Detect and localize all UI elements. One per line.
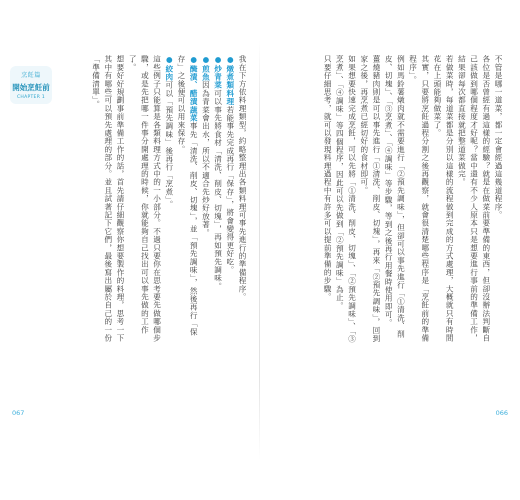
right-paragraph-3: 若做菜時，每道菜都是分別以這樣的流程做到完成的方式處理，大概就只有時間花在上頭能夠做菜了。 bbox=[432, 55, 455, 342]
bullet-icon: ● bbox=[189, 55, 199, 65]
left-page-number: 067 bbox=[12, 409, 25, 417]
right-page bbox=[262, 55, 520, 455]
bullet-icon: ● bbox=[164, 55, 174, 65]
item-text: 可以「預先調味」後再行「烹煮」。 bbox=[164, 81, 174, 209]
bullet-icon: ● bbox=[213, 55, 223, 65]
right-paragraph-4: 其實，只要將烹飪過程分割之後再觀察，就會很清楚哪些程序是「烹飪前的準備程序」。 bbox=[408, 55, 430, 342]
left-page-text bbox=[89, 55, 248, 345]
item-heading: 炒青菜 bbox=[213, 64, 223, 90]
right-page-text bbox=[321, 55, 504, 345]
left-paragraph-3: 想要好好規劃事前準備工作的話，首先請仔細觀察你想要製作的料理，思考一下其中有哪些可以預先處理的部分。並且試著記下它們，最後寫出屬於自己的一份「準備清單」。 bbox=[91, 55, 125, 342]
left-page bbox=[0, 55, 258, 455]
chapter-subtitle: CHAPTER 1 bbox=[16, 95, 46, 100]
item-text: 因為青菜會出水，所以不適合先炒好放著。 bbox=[201, 81, 211, 237]
right-paragraph-1: 不管是哪一道菜，都一定會經過這幾道程序。 bbox=[494, 55, 503, 219]
chapter-label: 烹飪篇 bbox=[21, 72, 41, 79]
left-paragraph-2: 這些例子只能算是各類料理方式中的一小部分。不過只要你在思考要先做哪個步驟，或是先把哪一件事分開處理的時候，你就能夠自己找出可以事先做的工作了。 bbox=[128, 55, 162, 342]
item-text: 事先「清洗、削皮、切塊」，並「預先調味」，然後再行「保存」之後便可以用來保存。 bbox=[176, 55, 199, 336]
list-item bbox=[175, 55, 199, 345]
item-heading: 絞肉 bbox=[164, 64, 174, 82]
item-text: 可以事先將食材「清洗、削皮、切塊」，再如預先調味。 bbox=[213, 89, 223, 291]
right-paragraph-2: 各位是否曾經有過這樣的經驗？就是在做菜前要準備的東西，但卻沒辦法判斷自己該做到哪個程度才好呢？當中還有不少人原本只是想要進行事前的準備工作，結果卻每次都直接就把整道菜做完。 bbox=[457, 55, 491, 342]
item-heading: 醃漬、醋漬蔬菜 bbox=[189, 64, 199, 123]
right-paragraph-8: 只要仔細思考，就可以發現料理過程中有許多可以提前準備的步驟。 bbox=[323, 55, 333, 301]
book-gutter bbox=[259, 40, 260, 460]
right-paragraph-6: 薑燒豬肉則是可以事先進行「①清洗、削皮、切塊」，再來「②預先調味」，回到家之後，再烹煮已經切好的食材即可。 bbox=[359, 55, 381, 343]
list-item bbox=[224, 55, 236, 345]
chapter-title: 開始烹飪前 bbox=[12, 83, 50, 92]
list-item bbox=[163, 55, 175, 345]
item-text: 若能事先完成再行「保存」，將會變得更好吃。 bbox=[225, 105, 235, 275]
left-paragraph-1: 我在下方依料理類型，約略整理出各類料理可事先進行的準備程序。 bbox=[238, 55, 247, 301]
bullet-icon: ● bbox=[201, 55, 211, 65]
right-page-number: 066 bbox=[495, 409, 508, 417]
right-paragraph-7: 如果想要快速完成烹飪，可以先將「①清洗、削皮、切塊」、「②預先調味」、「③烹煮」、「④調味」等四個程序，因此可以先做到「②預先調味」為止。 bbox=[335, 55, 357, 344]
list-item bbox=[211, 55, 223, 345]
item-heading: 燉煮類料理 bbox=[225, 64, 235, 106]
bullet-icon: ● bbox=[225, 55, 235, 65]
list-item bbox=[199, 55, 211, 345]
right-paragraph-5: 例如馬鈴薯燉肉就不需要進行「②預先調味」，但卻可以事先進行「①清洗、削皮、切塊」、「③烹煮」、「④調味」等步驟，等到之後再行用餐時使用即可。 bbox=[384, 55, 406, 339]
item-heading: 煎魚 bbox=[201, 64, 211, 82]
